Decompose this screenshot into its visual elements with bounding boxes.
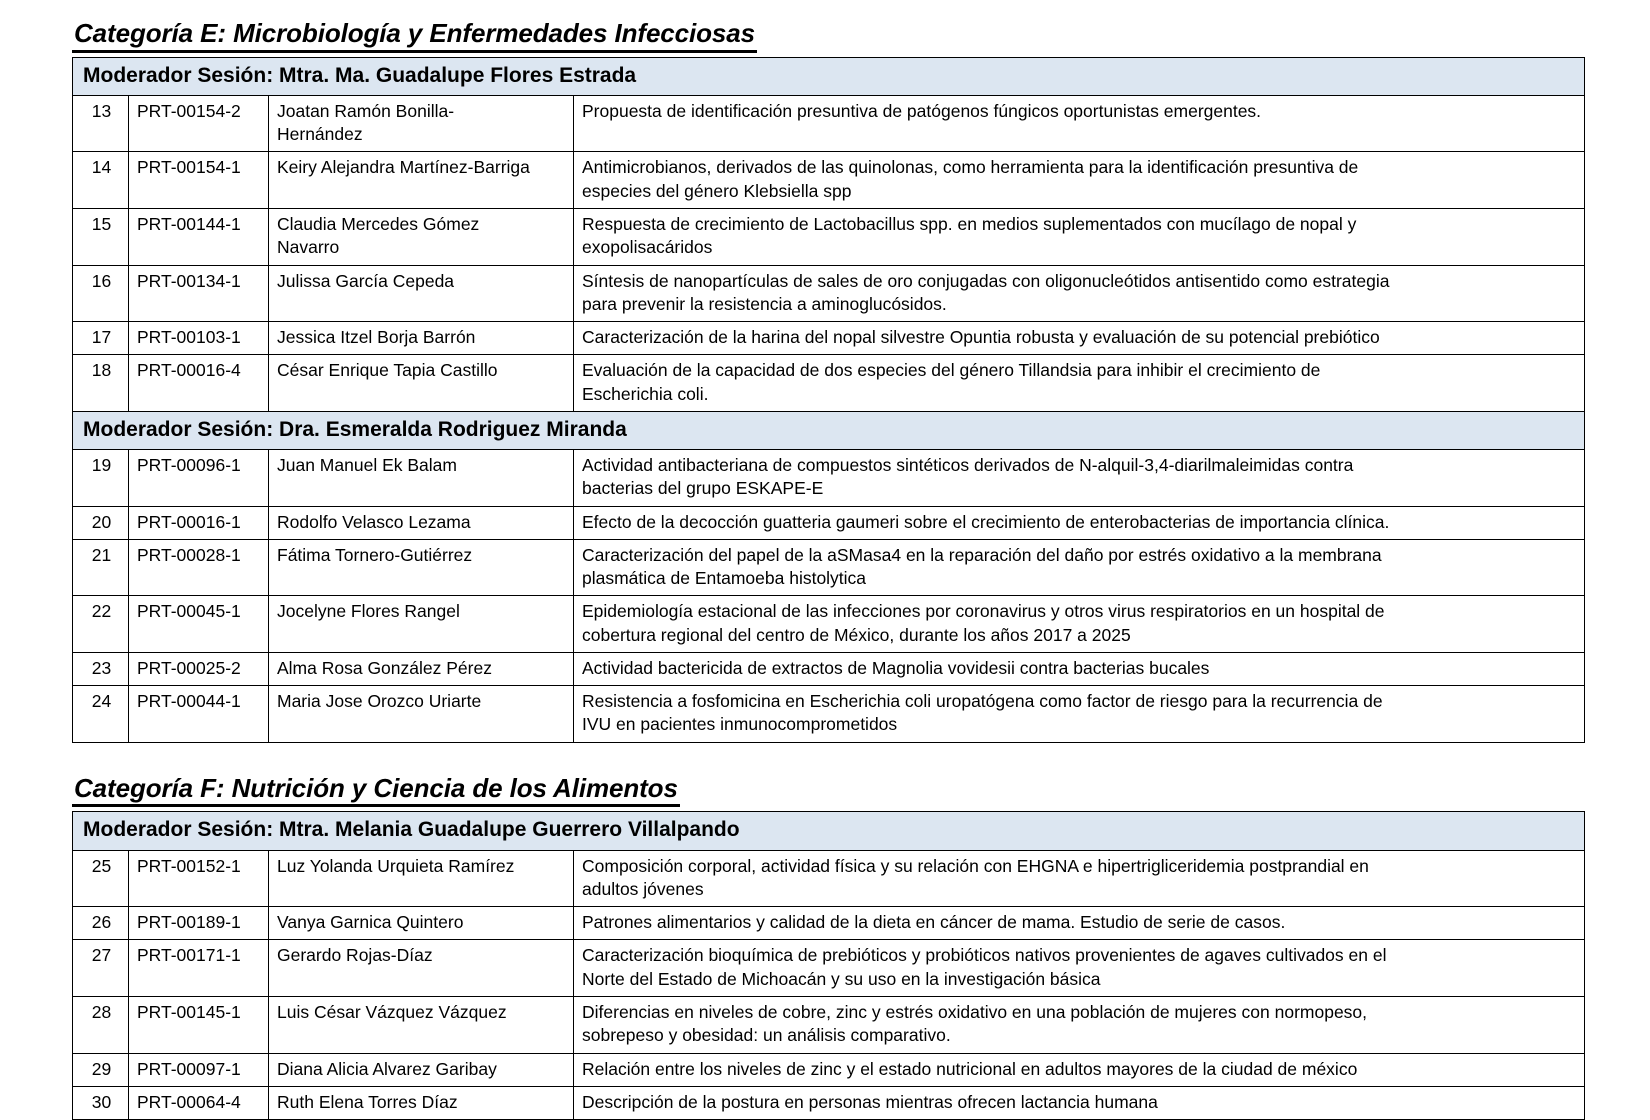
row-number: 25 (73, 850, 129, 907)
row-number: 16 (73, 265, 129, 322)
poster-title (574, 265, 1585, 322)
title-line: especies del género Klebsiella spp (582, 180, 852, 201)
moderator-row (73, 812, 1585, 850)
table-row (73, 450, 1585, 507)
row-number: 19 (73, 450, 129, 507)
author-name (269, 355, 574, 412)
section-spacer (72, 743, 1620, 773)
table-row (73, 95, 1585, 152)
poster-title (574, 208, 1585, 265)
poster-title (574, 652, 1585, 685)
poster-title (574, 506, 1585, 539)
poster-title (574, 152, 1585, 209)
title-line: adultos jóvenes (582, 878, 704, 899)
author-line: Rodolfo Velasco Lezama (277, 511, 471, 532)
title-line: sobrepeso y obesidad: un análisis comparativo. (582, 1025, 951, 1046)
title-line: Respuesta de crecimiento de Lactobacillus spp. en medios suplementados con mucílago de nopal y (582, 213, 1357, 234)
title-line: bacterias del grupo ESKAPE-E (582, 478, 824, 499)
author-name (269, 152, 574, 209)
row-number: 21 (73, 539, 129, 596)
poster-title (574, 907, 1585, 940)
table-row (73, 506, 1585, 539)
program-table (72, 57, 1585, 743)
row-number: 15 (73, 208, 129, 265)
category-title: Categoría F: Nutrición y Ciencia de los Alimentos (72, 773, 680, 808)
author-line: César Enrique Tapia Castillo (277, 360, 498, 381)
author-line: Gerardo Rojas-Díaz (277, 945, 433, 966)
table-row (73, 355, 1585, 412)
table-row (73, 940, 1585, 997)
category-section (72, 18, 1620, 743)
poster-title (574, 95, 1585, 152)
poster-code: PRT-00025-2 (129, 652, 269, 685)
title-line: plasmática de Entamoeba histolytica (582, 568, 867, 589)
author-name (269, 506, 574, 539)
poster-code: PRT-00064-4 (129, 1086, 269, 1119)
title-line: Diferencias en niveles de cobre, zinc y estrés oxidativo en una población de mujeres con normopeso, (582, 1002, 1368, 1022)
row-number: 30 (73, 1086, 129, 1119)
author-line: Vanya Garnica Quintero (277, 912, 464, 933)
sections-container (72, 18, 1620, 1120)
title-line: Caracterización de la harina del nopal silvestre Opuntia robusta y evaluación de su potencial prebiótico (582, 327, 1380, 348)
title-line: Antimicrobianos, derivados de las quinolonas, como herramienta para la identificación presuntiva de (582, 157, 1359, 178)
author-name (269, 907, 574, 940)
title-line: Escherichia coli. (582, 383, 709, 404)
moderator-label: Moderador Sesión: Mtra. Melania Guadalupe Guerrero Villalpando (73, 812, 1585, 850)
author-line: Joatan Ramón Bonilla- (277, 100, 455, 121)
program-table (72, 811, 1585, 1120)
title-line: Actividad antibacteriana de compuestos sintéticos derivados de N-alquil-3,4-diarilmaleimidas contra (582, 455, 1354, 476)
title-line: Caracterización bioquímica de prebióticos y probióticos nativos provenientes de agaves cultivados en el (582, 945, 1387, 966)
row-number: 17 (73, 322, 129, 355)
author-name (269, 265, 574, 322)
poster-code: PRT-00045-1 (129, 596, 269, 653)
poster-code: PRT-00016-4 (129, 355, 269, 412)
row-number: 28 (73, 997, 129, 1054)
poster-code: PRT-00097-1 (129, 1053, 269, 1086)
poster-title (574, 355, 1585, 412)
table-row (73, 596, 1585, 653)
poster-title (574, 596, 1585, 653)
poster-title (574, 539, 1585, 596)
row-number: 29 (73, 1053, 129, 1086)
table-row (73, 1086, 1585, 1119)
category-section (72, 773, 1620, 1120)
title-line: Actividad bactericida de extractos de Magnolia vovidesii contra bacterias bucales (582, 657, 1210, 678)
table-row (73, 265, 1585, 322)
title-line: Caracterización del papel de la aSMasa4 en la reparación del daño por estrés oxidativo a la membrana (582, 544, 1382, 565)
table-row (73, 322, 1585, 355)
author-line: Navarro (277, 237, 340, 258)
row-number: 23 (73, 652, 129, 685)
table-row (73, 686, 1585, 743)
poster-code: PRT-00189-1 (129, 907, 269, 940)
author-line: Hernández (277, 124, 363, 145)
table-row (73, 850, 1585, 907)
author-line: Fátima Tornero-Gutiérrez (277, 544, 473, 565)
category-title: Categoría E: Microbiología y Enfermedades Infecciosas (72, 18, 757, 53)
row-number: 18 (73, 355, 129, 412)
title-line: Descripción de la postura en personas mientras ofrecen lactancia humana (582, 1091, 1158, 1112)
title-line: Norte del Estado de Michoacán y su uso en la investigación básica (582, 968, 1101, 989)
title-line: Síntesis de nanopartículas de sales de oro conjugadas con oligonucleótidos antisentido como estrategia (582, 270, 1390, 291)
moderator-row (73, 57, 1585, 95)
poster-title (574, 850, 1585, 907)
poster-code: PRT-00134-1 (129, 265, 269, 322)
author-name (269, 686, 574, 743)
poster-title (574, 1086, 1585, 1119)
poster-code: PRT-00096-1 (129, 450, 269, 507)
author-line: Luz Yolanda Urquieta Ramírez (277, 855, 515, 876)
poster-code: PRT-00145-1 (129, 997, 269, 1054)
title-line: Resistencia a fosfomicina en Escherichia coli uropatógena como factor de riesgo para la recurrencia de (582, 691, 1383, 712)
moderator-label: Moderador Sesión: Dra. Esmeralda Rodriguez Miranda (73, 411, 1585, 449)
title-line: Patrones alimentarios y calidad de la dieta en cáncer de mama. Estudio de serie de casos. (582, 912, 1286, 933)
poster-code: PRT-00144-1 (129, 208, 269, 265)
author-line: Jessica Itzel Borja Barrón (277, 327, 476, 348)
table-row (73, 539, 1585, 596)
poster-title (574, 1053, 1585, 1086)
author-name (269, 95, 574, 152)
poster-code: PRT-00016-1 (129, 506, 269, 539)
author-name (269, 450, 574, 507)
author-line: Juan Manuel Ek Balam (277, 455, 457, 476)
author-name (269, 596, 574, 653)
author-name (269, 539, 574, 596)
poster-title (574, 997, 1585, 1054)
poster-code: PRT-00154-2 (129, 95, 269, 152)
author-name (269, 1053, 574, 1086)
author-name (269, 652, 574, 685)
row-number: 20 (73, 506, 129, 539)
table-row (73, 997, 1585, 1054)
author-name (269, 940, 574, 997)
row-number: 27 (73, 940, 129, 997)
poster-title (574, 322, 1585, 355)
author-line: Luis César Vázquez Vázquez (277, 1002, 507, 1022)
author-line: Alma Rosa González Pérez (277, 657, 492, 678)
poster-code: PRT-00044-1 (129, 686, 269, 743)
title-line: exopolisacáridos (582, 237, 713, 258)
author-name (269, 1086, 574, 1119)
author-name (269, 850, 574, 907)
title-line: Efecto de la decocción guatteria gaumeri sobre el crecimiento de enterobacterias de importancia clínica. (582, 511, 1390, 532)
row-number: 24 (73, 686, 129, 743)
row-number: 13 (73, 95, 129, 152)
poster-title (574, 450, 1585, 507)
poster-title (574, 940, 1585, 997)
title-line: Evaluación de la capacidad de dos especies del género Tillandsia para inhibir el crecimiento de (582, 360, 1321, 381)
row-number: 14 (73, 152, 129, 209)
title-line: Relación entre los niveles de zinc y el estado nutricional en adultos mayores de la ciudad de méxico (582, 1058, 1358, 1079)
author-line: Claudia Mercedes Gómez (277, 213, 480, 234)
row-number: 26 (73, 907, 129, 940)
table-row (73, 907, 1585, 940)
author-name (269, 208, 574, 265)
title-line: cobertura regional del centro de México, durante los años 2017 a 2025 (582, 624, 1131, 645)
title-line: Epidemiología estacional de las infecciones por coronavirus y otros virus respiratorios en un hospital de (582, 601, 1385, 622)
author-line: Ruth Elena Torres Díaz (277, 1091, 458, 1112)
author-line: Diana Alicia Alvarez Garibay (277, 1058, 497, 1079)
table-row (73, 652, 1585, 685)
author-line: Jocelyne Flores Rangel (277, 601, 460, 622)
author-name (269, 322, 574, 355)
poster-code: PRT-00154-1 (129, 152, 269, 209)
title-line: IVU en pacientes inmunocomprometidos (582, 714, 898, 735)
title-line: Composición corporal, actividad física y su relación con EHGNA e hipertrigliceridemia postprandial en (582, 855, 1369, 876)
table-row (73, 1053, 1585, 1086)
title-line: Propuesta de identificación presuntiva de patógenos fúngicos oportunistas emergentes. (582, 100, 1262, 121)
poster-code: PRT-00152-1 (129, 850, 269, 907)
author-line: Keiry Alejandra Martínez-Barriga (277, 157, 530, 178)
poster-code: PRT-00103-1 (129, 322, 269, 355)
author-line: Julissa García Cepeda (277, 270, 455, 291)
author-name (269, 997, 574, 1054)
poster-title (574, 686, 1585, 743)
poster-code: PRT-00171-1 (129, 940, 269, 997)
table-row (73, 208, 1585, 265)
moderator-label: Moderador Sesión: Mtra. Ma. Guadalupe Flores Estrada (73, 57, 1585, 95)
moderator-row (73, 411, 1585, 449)
title-line: para prevenir la resistencia a aminoglucósidos. (582, 293, 947, 314)
author-line: Maria Jose Orozco Uriarte (277, 691, 482, 712)
row-number: 22 (73, 596, 129, 653)
table-row (73, 152, 1585, 209)
poster-code: PRT-00028-1 (129, 539, 269, 596)
